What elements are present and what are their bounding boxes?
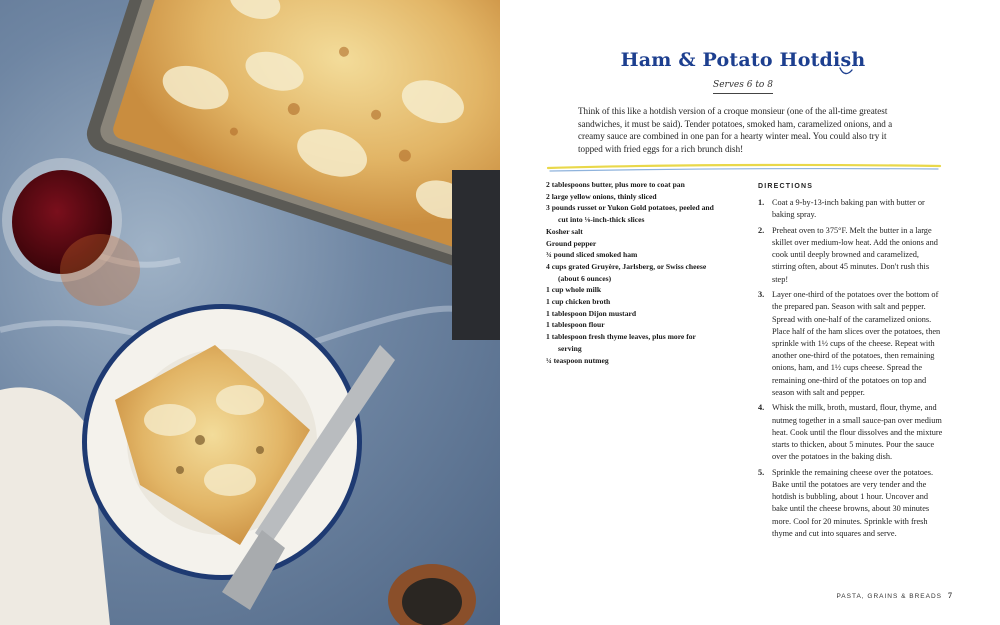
ingredient-item: Kosher salt <box>546 226 583 236</box>
ingredient-item: Ground pepper <box>546 238 597 248</box>
step-number: 1. <box>758 198 765 207</box>
step-text: Coat a 9-by-13-inch baking pan with butter or baking spray. <box>772 198 925 220</box>
ingredients-list <box>546 179 716 366</box>
ingredient-item: 1 cup whole milk <box>546 285 602 295</box>
decorative-rule <box>546 163 942 173</box>
recipe-title: Ham & Potato Hotdish <box>620 49 866 71</box>
step-number: 3. <box>758 290 765 300</box>
step-text: Sprinkle the remaining cheese over the potatoes. Bake until the potatoes are very tender and the hotdish is bubbling, about 1 hour. Uncover and bake until the cheese browns, about 30 minutes more. Cool for 20 minutes. Sprinkle with fresh thyme and cut into squares and serve. <box>772 467 934 538</box>
direction-step <box>758 402 943 463</box>
ingredient-item: 1 tablespoon fresh thyme leaves, plus more for serving <box>546 332 696 353</box>
directions-heading: DIRECTIONS <box>758 183 814 190</box>
direction-step <box>758 289 943 399</box>
direction-step <box>758 225 943 286</box>
step-text: Whisk the milk, broth, mustard, flour, thyme, and nutmeg together in a small sauce-pan over medium heat. Cook until the flour dissolves and the mixture starts to thicken, about 5 minutes. Pour the sauce over the potatoes in the baking dish. <box>772 403 943 462</box>
ingredient-item: ¼ teaspoon nutmeg <box>546 355 609 365</box>
step-text: Layer one-third of the potatoes over the bottom of the prepared pan. Season with salt and pepper. Spread with one-half of the caramelized onions. Place half of the ham slices over the potatoes, then sprinkle with 1½ cups of the cheese. Repeat with another one-third of the potatoes, then remaining onions, ham, and 1½ cups cheese. Spread the remaining one-third of the potatoes on top and season with salt and pepper. <box>772 290 941 397</box>
baking-pan <box>82 0 500 281</box>
ingredient-item: 2 large yellow onions, thinly sliced <box>546 191 657 201</box>
ingredient-item: 3 pounds russet or Yukon Gold potatoes, peeled and cut into ⅛-inch-thick slices <box>546 203 714 225</box>
recipe-intro: Think of this like a hotdish version of a croque monsieur (one of the all-time greatest sandwiches, it must be said). Tender potatoes, smoked ham, caramelized onions, and a creamy sauce are combined in one pan for a hearty winter meal. You could also try it topped with fried eggs for a rich brunch dish! <box>578 106 893 154</box>
step-text: Preheat oven to 375°F. Melt the butter in a large skillet over medium-low heat. Add the onions and cook until deeply browned and caramelized, stirring often, about 45 minutes. Don't rush this step! <box>772 225 938 284</box>
step-number: 4. <box>758 403 765 413</box>
section-name: PASTA, GRAINS & BREADS <box>836 593 942 600</box>
pepper-bowl <box>388 564 476 625</box>
title-swash-ornament <box>839 66 853 76</box>
wine-glass <box>2 158 140 306</box>
ingredient-item: 1 tablespoon Dijon mustard <box>546 308 637 318</box>
directions-list <box>758 197 943 543</box>
serves-underline <box>713 93 773 94</box>
ingredient-item: 1 cup chicken broth <box>546 297 611 307</box>
ingredient-item: 4 cups grated Gruyère, Jarlsberg, or Swiss cheese (about 6 ounces) <box>546 261 707 283</box>
serves-label: Serves 6 to 8 <box>713 80 773 90</box>
bottle <box>452 170 500 340</box>
ingredient-item: 1 tablespoon flour <box>546 320 605 330</box>
direction-step <box>758 197 943 221</box>
step-number: 5. <box>758 467 765 477</box>
page-footer <box>836 591 952 600</box>
ingredient-item: 2 tablespoons butter, plus more to coat pan <box>546 180 685 189</box>
ingredient-item: ¾ pound sliced smoked ham <box>546 250 638 260</box>
direction-step <box>758 467 943 540</box>
recipe-page <box>500 0 1000 625</box>
page-number: 7 <box>948 591 952 600</box>
step-number: 2. <box>758 225 765 235</box>
